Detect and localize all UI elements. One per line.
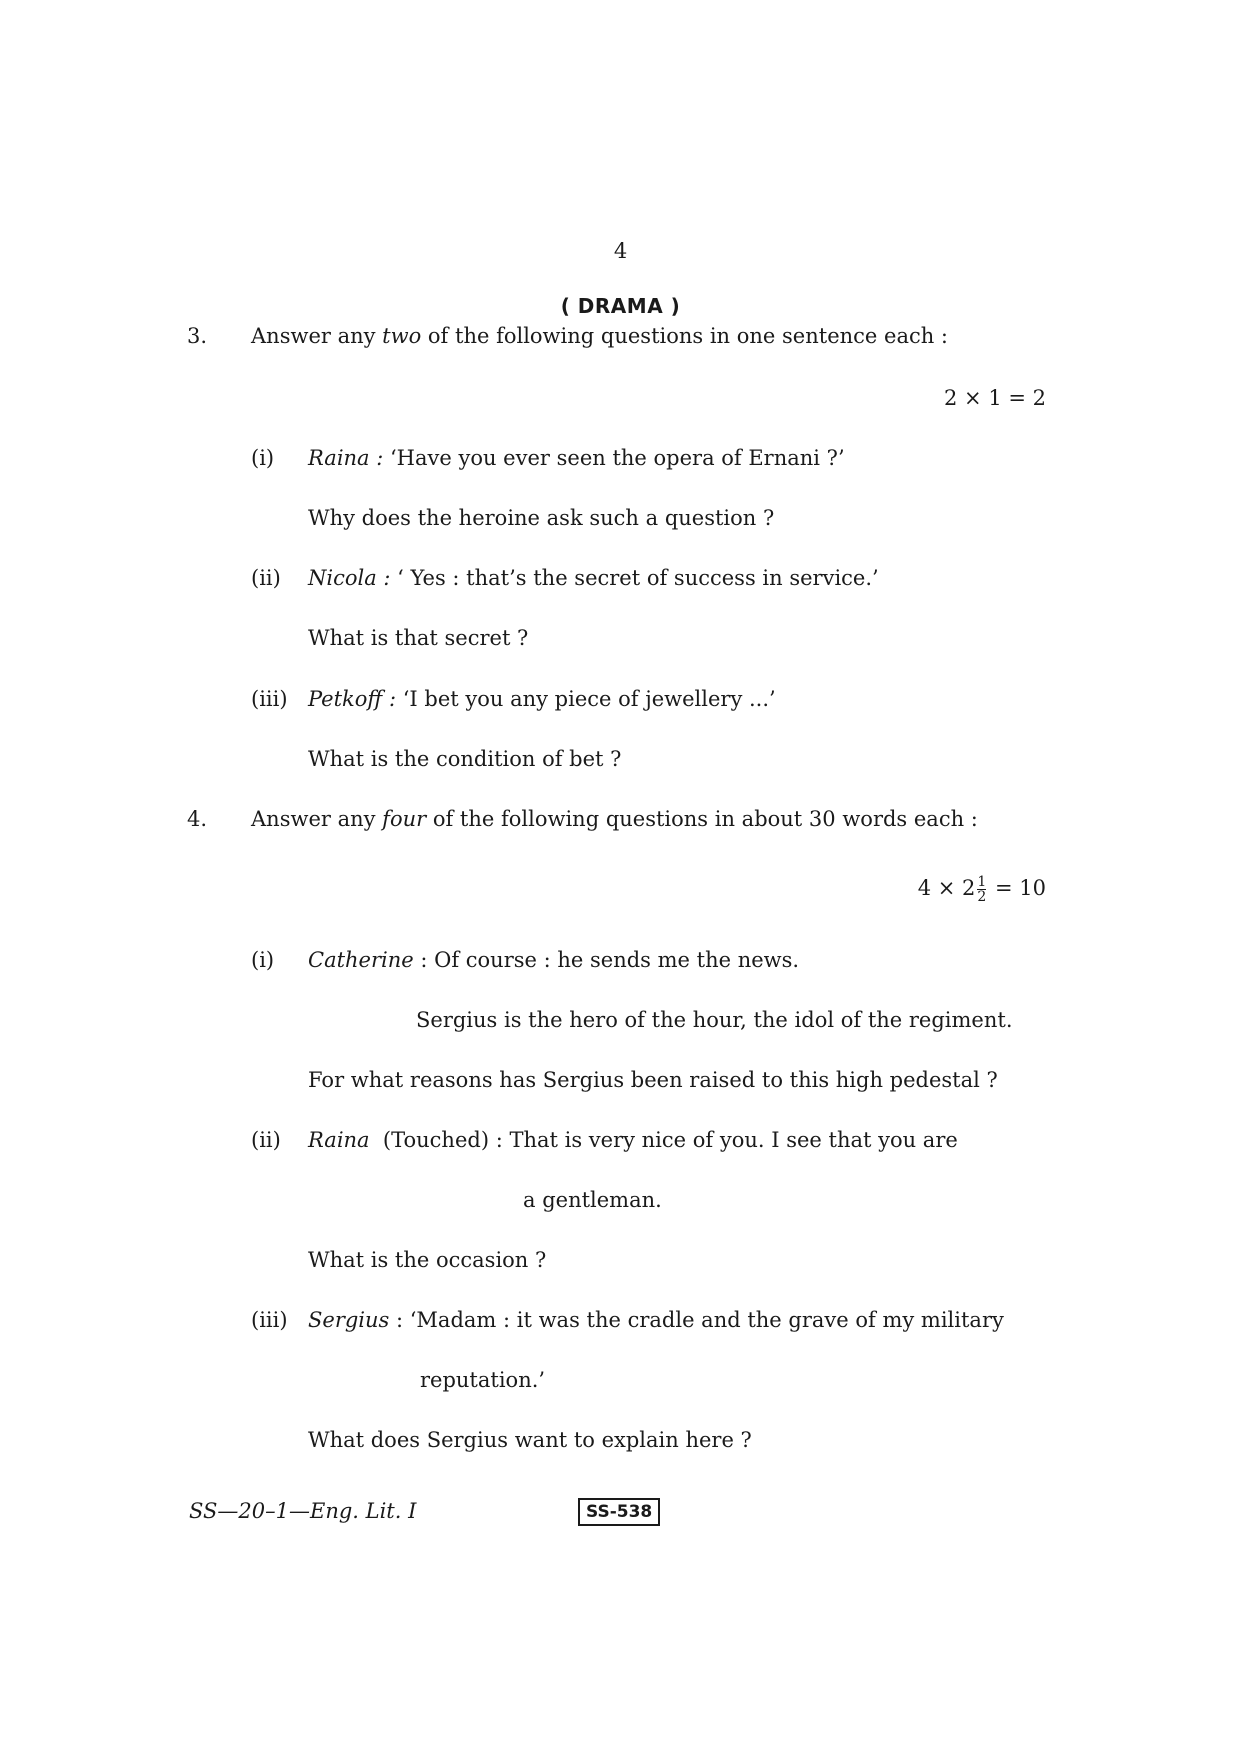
q3-item-1-quote: Raina : ‘Have you ever seen the opera of Ernani ?’ [308, 446, 845, 470]
q4-item-1-line1: Catherine : Of course : he sends me the news. [308, 948, 800, 972]
q4-item-2-line1: Raina (Touched) : That is very nice of you. I see that you are [308, 1128, 958, 1152]
paper-id-box: SS-538 [578, 1498, 660, 1526]
q3-item-3-question: What is the condition of bet ? [308, 747, 622, 771]
q4-item-1-label: (i) [251, 948, 275, 972]
question-3-number: 3. [187, 324, 208, 348]
q3-item-2-question: What is that secret ? [308, 626, 529, 650]
q3-item-1-question: Why does the heroine ask such a question ? [308, 506, 775, 530]
question-3-instruction: Answer any two of the following questions in one sentence each : [251, 324, 948, 348]
question-4-marks: 4 × 2 $\frac{1}{2}$ = 10 [917, 874, 1046, 905]
q3-item-2-label: (ii) [251, 566, 281, 590]
question-3-marks: 2 × 1 = 2 [944, 386, 1046, 410]
q3-item-3-label: (iii) [251, 687, 288, 711]
q4-item-1-line2: Sergius is the hero of the hour, the idol of the regiment. [416, 1008, 1013, 1032]
marks-fraction: $\frac{1}{2}$ [977, 874, 987, 905]
q4-item-2-label: (ii) [251, 1128, 281, 1152]
q4-item-2-question: What is the occasion ? [308, 1248, 547, 1272]
q4-item-3-line1: Sergius : ‘Madam : it was the cradle and the grave of my military [308, 1308, 1004, 1332]
q4-item-1-question: For what reasons has Sergius been raised to this high pedestal ? [308, 1068, 998, 1092]
section-title: ( DRAMA ) [560, 294, 681, 318]
q4-item-3-line2: reputation.’ [420, 1368, 546, 1392]
question-4-instruction: Answer any four of the following questions in about 30 words each : [251, 807, 978, 831]
q3-item-2-quote: Nicola : ‘ Yes : that’s the secret of success in service.’ [308, 566, 879, 590]
page-number: 4 [613, 239, 628, 263]
q3-item-1-label: (i) [251, 446, 275, 470]
footer-code: SS—20–1—Eng. Lit. I [189, 1499, 417, 1523]
q4-item-2-line2: a gentleman. [523, 1188, 662, 1212]
question-4-number: 4. [187, 807, 208, 831]
q4-item-3-label: (iii) [251, 1308, 288, 1332]
q3-item-3-quote: Petkoff : ‘I bet you any piece of jewellery ...’ [308, 687, 776, 711]
q4-item-3-question: What does Sergius want to explain here ? [308, 1428, 752, 1452]
